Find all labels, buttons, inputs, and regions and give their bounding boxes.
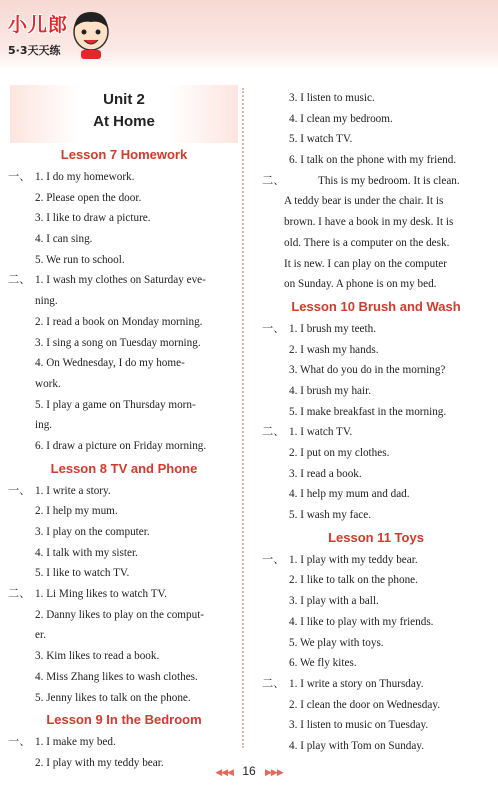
section-marker: 二、 [262, 426, 285, 439]
column-divider [242, 88, 244, 748]
answer-text: 1. I watch TV. [289, 426, 353, 439]
answer-text: 3. Kim likes to read a book. [35, 650, 160, 663]
answer-text: 3. I listen to music. [289, 92, 375, 104]
section-marker: 一、 [8, 736, 31, 749]
lesson-heading: Lesson 9 In the Bedroom [46, 712, 202, 728]
answer-text: brown. I have a book in my desk. It is [284, 216, 454, 229]
answer-line [262, 715, 490, 736]
answer-text: 3. I play on the computer. [35, 526, 150, 538]
answer-line [262, 109, 490, 130]
answer-line [262, 464, 490, 485]
answer-line [8, 395, 240, 416]
section-marker: 二、 [262, 677, 285, 690]
answer-line [8, 584, 240, 605]
section-marker: 一、 [8, 171, 31, 183]
lesson-heading: Lesson 10 Brush and Wash [291, 298, 461, 314]
lesson-heading: Lesson 11 Toys [328, 529, 424, 545]
page-footer [0, 764, 498, 778]
answer-text: 4. Miss Zhang likes to wash clothes. [35, 670, 198, 683]
header-bar [0, 0, 498, 70]
answer-line [262, 591, 490, 612]
answer-text: 5. Jenny likes to talk on the phone. [35, 691, 191, 704]
section-marker: 一、 [8, 484, 31, 497]
section-marker: 一、 [262, 553, 285, 566]
answer-line [262, 319, 490, 340]
answer-line [8, 167, 240, 188]
answer-text: 2. Danny likes to play on the comput- [35, 608, 205, 621]
answer-text: 5. I make breakfast in the morning. [289, 405, 447, 418]
answer-text: A teddy bear is under the chair. It is [284, 195, 444, 208]
answer-line [262, 340, 490, 361]
answer-text: 2. I wash my hands. [289, 343, 379, 356]
answer-line [262, 88, 490, 109]
answer-line [262, 402, 490, 423]
answer-line [8, 543, 240, 564]
answer-line [262, 484, 490, 505]
answer-text: 2. I play with my teddy bear. [35, 756, 164, 769]
answer-line [8, 229, 240, 250]
answer-text: 1. I do my homework. [35, 171, 135, 183]
answer-line [262, 653, 490, 674]
answer-line [262, 360, 490, 381]
answer-text: It is new. I can play on the computer [284, 257, 447, 270]
answer-text: 4. I brush my hair. [289, 384, 372, 397]
paragraph-line [262, 254, 490, 275]
paragraph-line [262, 171, 490, 192]
unit-subtitle: At Home [93, 113, 155, 130]
prev-arrows-icon: ◀◀◀ [215, 767, 233, 777]
section-marker: 二、 [8, 588, 31, 601]
section-marker: 一、 [262, 322, 285, 335]
answer-line [8, 250, 240, 271]
answer-text: on Sunday. A phone is on my bed. [284, 278, 437, 291]
answer-text: 3. I read a book. [289, 467, 362, 480]
answer-text: 3. I listen to music on Tuesday. [289, 719, 429, 732]
answer-line [8, 188, 240, 209]
answer-line [262, 443, 490, 464]
answer-text: 5. I watch TV. [289, 133, 353, 146]
answer-text: 2. I like to talk on the phone. [289, 574, 418, 587]
left-column [8, 85, 240, 774]
answer-line [262, 570, 490, 591]
answer-text: 1. I wash my clothes on Saturday eve- [35, 274, 206, 287]
answer-text: 2. I clean the door on Wednesday. [289, 698, 441, 711]
answer-line [8, 522, 240, 543]
answer-text: 4. On Wednesday, I do my home- [35, 357, 185, 370]
answer-line [8, 646, 240, 667]
answer-text: 1. Li Ming likes to watch TV. [35, 588, 167, 601]
answer-line [262, 550, 490, 571]
answer-line [8, 688, 240, 709]
answer-line [262, 381, 490, 402]
answer-text: 2. I put on my clothes. [289, 447, 390, 459]
answer-line [8, 374, 240, 395]
paragraph-line [262, 191, 490, 212]
answer-line [262, 674, 490, 695]
answer-line [8, 563, 240, 584]
answer-line [8, 605, 240, 626]
answer-text: 6. We fly kites. [289, 657, 357, 670]
answer-text: 1. I play with my teddy bear. [289, 553, 418, 566]
answer-line [8, 312, 240, 333]
answer-line [8, 667, 240, 688]
answer-line [262, 129, 490, 150]
answer-text: 3. I play with a ball. [289, 595, 379, 608]
answer-line [8, 481, 240, 502]
answer-text: 4. I play with Tom on Sunday. [289, 739, 425, 752]
answer-text: 1. I brush my teeth. [289, 322, 376, 335]
answer-line [8, 291, 240, 312]
logo-title: 小儿郎 [8, 14, 69, 36]
answer-continuation: work. [35, 377, 61, 390]
left-answer-list [8, 143, 240, 774]
unit-heading [10, 85, 238, 143]
right-column [262, 88, 490, 757]
answer-text: 3. What do you do in the morning? [289, 364, 446, 377]
answer-text: 2. I help my mum. [35, 505, 118, 518]
answer-text: 6. I talk on the phone with my friend. [289, 154, 457, 167]
paragraph-line [262, 274, 490, 295]
answer-continuation: er. [35, 629, 46, 642]
answer-line [8, 415, 240, 436]
unit-title: Unit 2 [103, 91, 145, 108]
mascot-icon [68, 8, 114, 60]
answer-line [8, 208, 240, 229]
answer-line [8, 270, 240, 291]
answer-text: 3. I sing a song on Tuesday morning. [35, 336, 201, 349]
answer-text: 2. Please open the door. [35, 191, 142, 204]
answer-text: 5. I wash my face. [289, 509, 372, 522]
answer-text: 5. We play with toys. [289, 636, 384, 649]
answer-text: 4. I clean my bedroom. [289, 112, 393, 125]
answer-line [8, 625, 240, 646]
answer-line [8, 436, 240, 457]
logo-subtitle: 5·3天天练 [8, 44, 61, 57]
answer-text: 4. I talk with my sister. [35, 546, 138, 559]
answer-text: This is my bedroom. It is clean. [318, 174, 460, 187]
answer-text: 5. I play a game on Thursday morn- [35, 398, 196, 411]
lesson-heading: Lesson 7 Homework [60, 147, 188, 162]
answer-text: 6. I draw a picture on Friday morning. [35, 439, 207, 452]
answer-line [8, 333, 240, 354]
answer-text: 5. I like to watch TV. [35, 567, 130, 580]
answer-line [262, 736, 490, 757]
answer-continuation: ing. [35, 419, 53, 432]
answer-line [8, 732, 240, 753]
answer-text: 4. I can sing. [35, 233, 93, 246]
lesson-heading: Lesson 8 TV and Phone [50, 460, 198, 476]
answer-text: 1. I make my bed. [35, 736, 116, 749]
answer-text: 2. I read a book on Monday morning. [35, 315, 203, 328]
answer-text: 4. I like to play with my friends. [289, 615, 434, 628]
next-arrows-icon: ▶▶▶ [265, 767, 283, 777]
answer-line [262, 150, 490, 171]
page-number: 16 [242, 764, 256, 778]
answer-line [262, 505, 490, 526]
answer-line [262, 612, 490, 633]
paragraph-line [262, 233, 490, 254]
answer-text: old. There is a computer on the desk. [284, 236, 450, 249]
answer-continuation: ning. [35, 295, 58, 308]
right-answer-list [262, 88, 490, 757]
section-marker: 二、 [8, 274, 31, 287]
answer-text: 5. We run to school. [35, 253, 125, 266]
answer-text: 1. I write a story on Thursday. [289, 677, 424, 690]
answer-text: 4. I help my mum and dad. [289, 488, 410, 501]
answer-line [262, 695, 490, 716]
answer-text: 3. I like to draw a picture. [35, 212, 151, 225]
paragraph-line [262, 212, 490, 233]
answer-line [8, 501, 240, 522]
answer-line [262, 633, 490, 654]
answer-line [262, 422, 490, 443]
answer-text: 1. I write a story. [35, 484, 111, 497]
section-marker: 二、 [262, 174, 285, 187]
answer-line [8, 353, 240, 374]
